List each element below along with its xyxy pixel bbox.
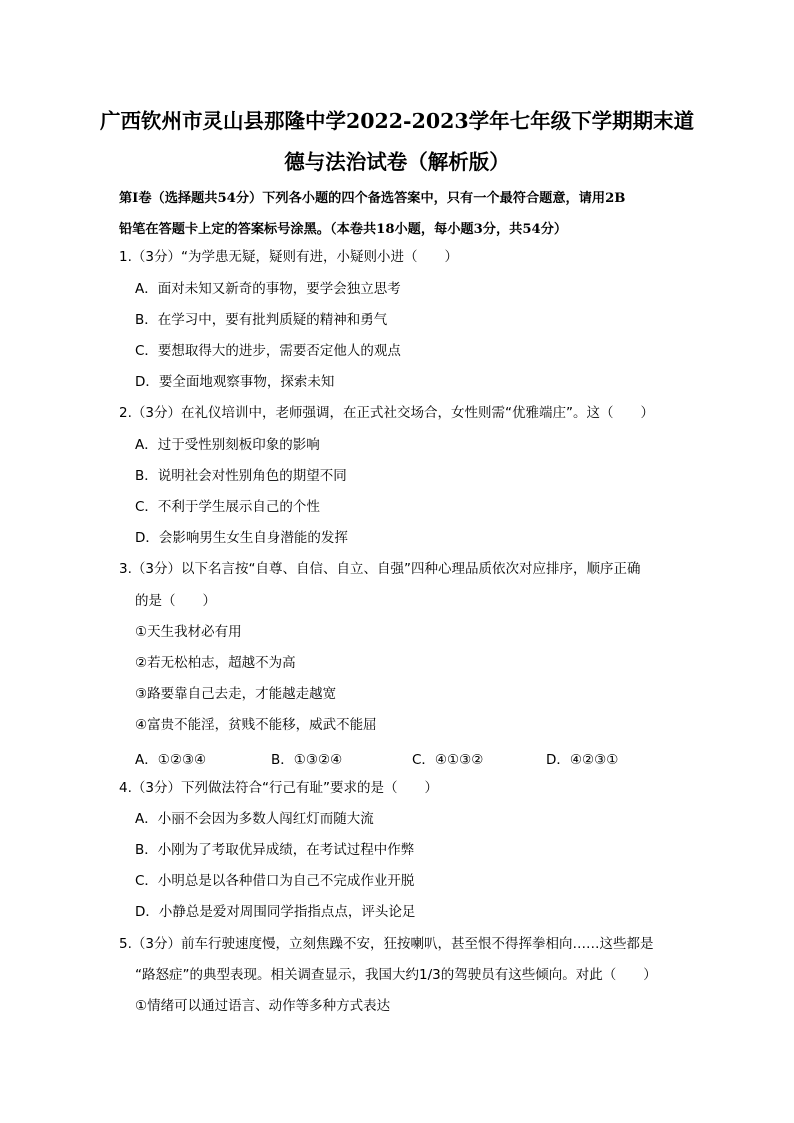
- question-3-choice-c: C．④①③②: [412, 752, 484, 768]
- question-3-choice-a: A．①②③④: [135, 752, 207, 768]
- question-1-option-b: B．在学习中，要有批判质疑的精神和勇气: [135, 312, 388, 328]
- section-instructions-line-2: 铅笔在答题卡上定的答案标号涂黑。（本卷共18小题，每小题3分，共54分）: [119, 222, 568, 237]
- question-1-stem: 1.（3分）“为学患无疑，疑则有进，小疑则小进（ ）: [119, 249, 458, 265]
- question-2-option-b: B．说明社会对性别角色的期望不同: [135, 468, 347, 484]
- question-4-stem: 4.（3分）下列做法符合“行己有耻”要求的是（ ）: [119, 780, 438, 796]
- question-3-item-1: ①天生我材必有用: [135, 624, 242, 640]
- question-4-option-c: C．小明总是以各种借口为自己不完成作业开脱: [135, 873, 415, 889]
- question-4-option-d: D．小静总是爱对周围同学指指点点，评头论足: [135, 904, 416, 920]
- question-1-option-d: D．要全面地观察事物，探索未知: [135, 374, 335, 390]
- question-3-item-3: ③路要靠自己去走，才能越走越宽: [135, 686, 337, 702]
- question-5-item-1: ①情绪可以通过语言、动作等多种方式表达: [135, 998, 391, 1014]
- question-1-option-c: C．要想取得大的进步，需要否定他人的观点: [135, 343, 401, 359]
- question-3-stem: 3.（3分）以下名言按“自尊、自信、自立、自强”四种心理品质依次对应排序，顺序正确: [119, 561, 641, 577]
- question-3-stem-continued: 的是（ ）: [135, 593, 216, 609]
- question-5-stem: 5.（3分）前车行驶速度慢，立刻焦躁不安，狂按喇叭，甚至恨不得挥拳相向……这些都是: [119, 936, 654, 952]
- question-4-option-a: A．小丽不会因为多数人闯红灯而随大流: [135, 811, 374, 827]
- exam-title-line-1: 广西钦州市灵山县那隆中学2022-2023学年七年级下学期期末道: [100, 109, 695, 133]
- section-instructions-line-1: 第Ⅰ卷（选择题共54分）下列各小题的四个备选答案中，只有一个最符合题意，请用2B: [119, 191, 626, 206]
- question-2-option-a: A．过于受性别刻板印象的影响: [135, 437, 320, 453]
- question-4-option-b: B．小刚为了考取优异成绩，在考试过程中作弊: [135, 842, 415, 858]
- question-3-choice-d: D．④②③①: [546, 752, 619, 768]
- question-5-stem-continued: “路怒症”的典型表现。相关调查显示，我国大约1/3的驾驶员有这些倾向。对此（ ）: [135, 967, 657, 983]
- question-3-choice-b: B．①③②④: [271, 752, 343, 768]
- question-3-item-2: ②若无松柏志，超越不为高: [135, 655, 296, 671]
- question-2-option-d: D．会影响男生女生自身潜能的发挥: [135, 530, 348, 546]
- question-2-option-c: C．不利于学生展示自己的个性: [135, 499, 320, 515]
- question-2-stem: 2.（3分）在礼仪培训中，老师强调，在正式社交场合，女性则需“优雅端庄”。这（ ）: [119, 405, 654, 421]
- question-3-item-4: ④富贵不能淫，贫贱不能移，威武不能屈: [135, 717, 377, 733]
- question-3-choices: [0, 748, 794, 768]
- exam-title-line-2: 德与法治试卷（解析版）: [284, 150, 510, 174]
- question-1-option-a: A．面对未知又新奇的事物，要学会独立思考: [135, 281, 401, 297]
